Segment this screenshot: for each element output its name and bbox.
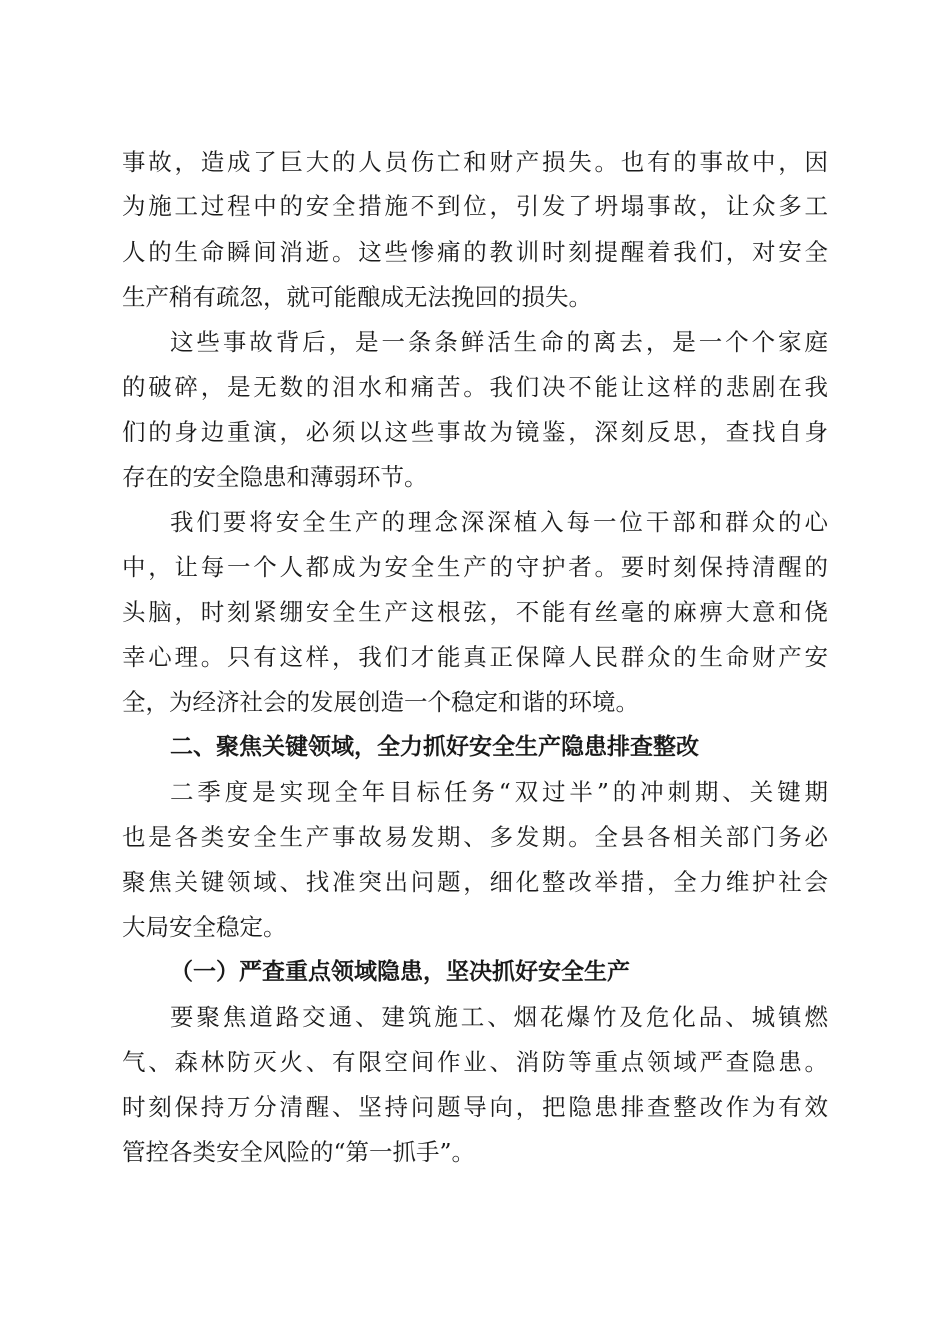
text-line: 存在的安全隐患和薄弱环节。 xyxy=(122,463,428,491)
text-line: 这些事故背后，是一条条鲜活生命的离去，是一个个家庭 xyxy=(170,328,828,356)
text-line: 要聚焦道路交通、建筑施工、烟花爆竹及危化品、城镇燃 xyxy=(170,1003,828,1031)
section-heading: 二、聚焦关键领域，全力抓好安全生产隐患排查整改 xyxy=(170,734,699,760)
text-line: 中，让每一个人都成为安全生产的守护者。要时刻保持清醒的 xyxy=(122,553,828,581)
text-line: 大局安全稳定。 xyxy=(122,913,287,941)
text-line: 们的身边重演，必须以这些事故为镜鉴，深刻反思，查找自身 xyxy=(122,418,828,446)
text-line: 二季度是实现全年目标任务“双过半”的冲刺期、关键期 xyxy=(170,778,828,806)
text-line: 人的生命瞬间消逝。这些惨痛的教训时刻提醒着我们，对安全 xyxy=(122,238,828,266)
text-line: 聚焦关键领域、找准突出问题，细化整改举措，全力维护社会 xyxy=(122,868,828,896)
text-line: 全，为经济社会的发展创造一个稳定和谐的环境。 xyxy=(122,688,639,716)
text-line: 头脑，时刻紧绷安全生产这根弦，不能有丝毫的麻痹大意和侥 xyxy=(122,598,828,626)
text-line: 管控各类安全风险的“第一抓手”。 xyxy=(122,1138,476,1166)
text-line: 事故，造成了巨大的人员伤亡和财产损失。也有的事故中，因 xyxy=(122,148,828,176)
text-line: 也是各类安全生产事故易发期、多发期。全县各相关部门务必 xyxy=(122,823,828,851)
text-line: 生产稍有疏忽，就可能酿成无法挽回的损失。 xyxy=(122,283,592,311)
text-line: 时刻保持万分清醒、坚持问题导向，把隐患排查整改作为有效 xyxy=(122,1093,828,1121)
subsection-heading: （一）严查重点领域隐患，坚决抓好安全生产 xyxy=(170,958,630,985)
text-line: 的破碎，是无数的泪水和痛苦。我们决不能让这样的悲剧在我 xyxy=(122,373,828,401)
text-line: 幸心理。只有这样，我们才能真正保障人民群众的生命财产安 xyxy=(122,643,828,671)
text-line: 为施工过程中的安全措施不到位，引发了坍塌事故，让众多工 xyxy=(122,192,828,220)
text-line: 气、森林防灭火、有限空间作业、消防等重点领域严查隐患。 xyxy=(122,1048,828,1076)
text-line: 我们要将安全生产的理念深深植入每一位干部和群众的心 xyxy=(170,508,828,536)
